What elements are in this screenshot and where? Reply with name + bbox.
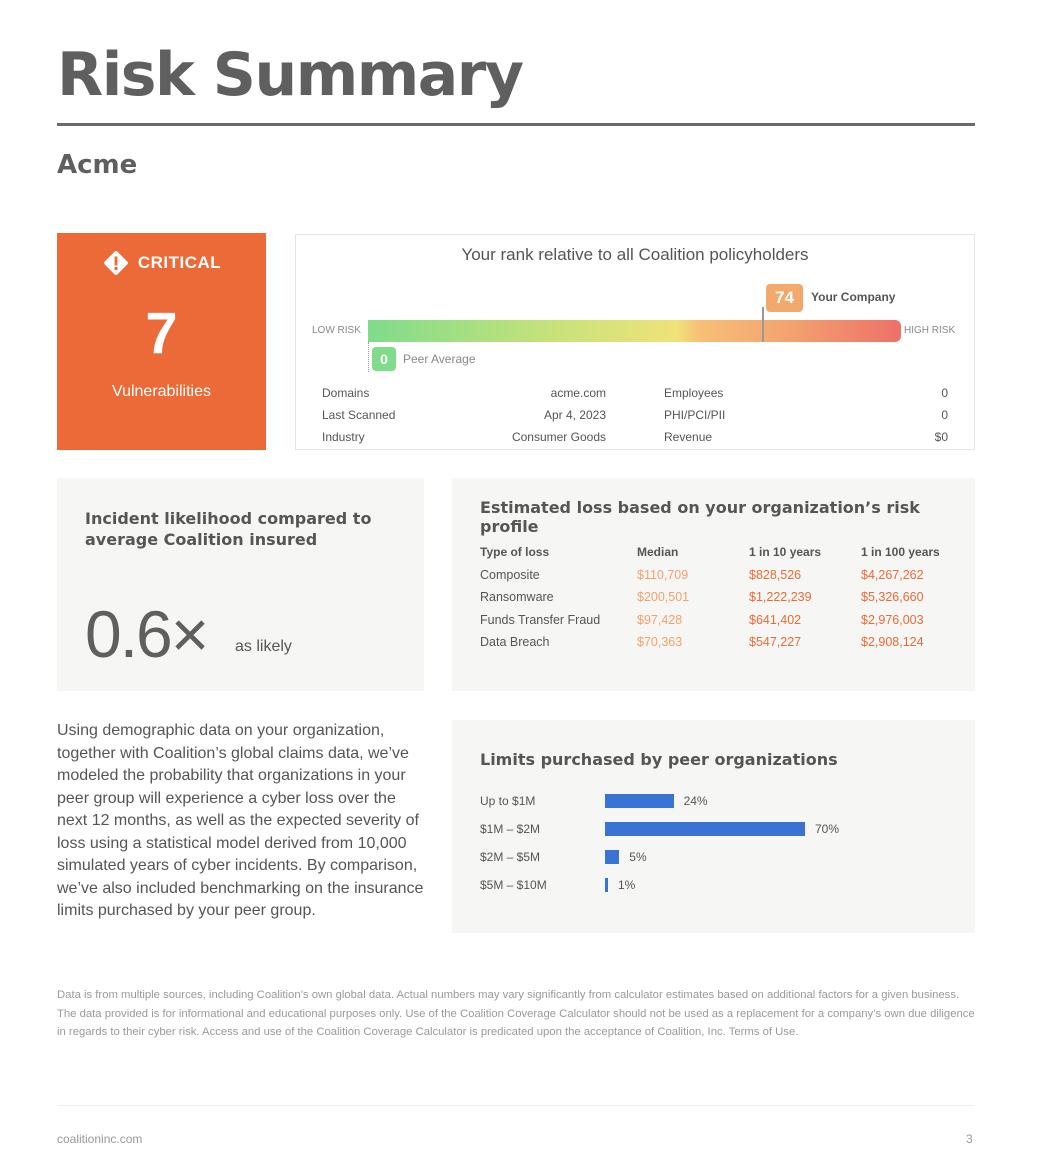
bar-value-label: 5% [629,850,647,864]
info-label: Revenue [664,430,713,444]
table-row [480,564,973,587]
footer-url: coalitioninc.com [57,1132,143,1146]
bar-value-label: 70% [815,822,840,836]
bar-category-label: $2M – $5M [480,850,541,864]
incident-suffix: as likely [235,638,292,655]
company-name: Acme [57,150,138,180]
info-value: $0 [934,430,948,444]
severity-label: CRITICAL [137,253,222,272]
loss-title: Estimated loss based on your organization’s risk profile [480,498,920,536]
critical-summary-card [57,233,266,450]
table-row [480,631,973,654]
bar-value-label: 1% [618,878,636,892]
limits-chart-panel [452,720,975,933]
incident-multiplier: 0.6× [85,597,208,671]
median-value: $200,501 [637,590,690,605]
bar-category-label: $1M – $2M [480,822,541,836]
incident-likelihood-panel [57,478,424,691]
info-label: Last Scanned [322,408,396,422]
info-label: PHI/PCI/PII [664,408,726,422]
your-company-label: Your Company [811,290,896,304]
footer-divider [57,1105,975,1106]
ten-year-value: $1,222,239 [749,590,812,605]
bar-row [480,850,960,864]
loss-table [480,541,973,654]
your-company-score: 74 [766,284,803,312]
bar-row [480,878,960,892]
column-header: Median [637,545,679,560]
hundred-year-value: $2,908,124 [861,635,924,650]
info-value: acme.com [550,386,606,400]
low-risk-label: LOW RISK [312,325,361,336]
info-value: 0 [941,386,948,400]
page-title: Risk Summary [57,40,523,110]
median-value: $70,363 [637,635,683,650]
estimated-loss-panel [452,478,975,691]
info-label: Industry [322,430,365,444]
bar-row [480,822,960,836]
info-value: Apr 4, 2023 [543,408,606,422]
rank-title: Your rank relative to all Coalition policyholders [461,245,809,264]
title-divider [57,123,975,126]
peer-average-score: 0 [372,347,396,371]
ten-year-value: $641,402 [749,612,802,627]
median-value: $97,428 [637,612,683,627]
loss-type: Ransomware [480,590,554,605]
bar-value-label: 24% [683,794,708,808]
loss-type: Composite [480,567,540,582]
bar [605,822,805,836]
methodology-description: Using demographic data on your organization, together with Coalition’s global claims data, we’ve modeled the probability that organizations in your peer group will experience a cyber loss over the next 12 months, as well as the expected severity of loss using a statistical model derived from 10,000 simulated years of cyber incidents. By comparison, we’ve also included benchmarking on the insurance limits purchased by your peer group. [57,722,424,919]
ten-year-value: $828,526 [749,567,802,582]
bar [605,794,674,808]
hundred-year-value: $5,326,660 [861,590,924,605]
bar [605,850,619,864]
incident-title: Incident likelihood compared to average Coalition insured [85,509,372,549]
peer-average-marker [368,342,369,372]
rank-panel [295,234,975,450]
info-value: Consumer Goods [511,430,606,444]
your-company-marker [762,307,764,342]
chart-title: Limits purchased by peer organizations [480,750,838,769]
table-row [480,609,973,632]
disclaimer: Data is from multiple sources, including Coalition’s own global data. Actual numbers may vary significantly from calculator estimates based on additional factors for a given business. The data provided is for informational and educational purposes only. Use of the Coalition Coverage Calculator should not be used as a replacement for a company’s own due diligence in regards to their cyber risk. Access and use of the Coalition Coverage Calculator is predicated upon the acceptance of Coalition, Inc. Terms of Use. [57,989,975,1038]
page-number: 3 [966,1132,973,1146]
bar-row [480,794,960,808]
info-value: 0 [941,408,948,422]
warning-diamond-icon [102,249,130,277]
loss-type: Data Breach [480,635,550,650]
info-label: Employees [664,386,724,400]
column-header: 1 in 10 years [749,545,822,560]
vulnerability-label: Vulnerabilities [111,383,211,400]
ten-year-value: $547,227 [749,635,802,650]
hundred-year-value: $2,976,003 [861,612,924,627]
table-row [480,586,973,609]
loss-table-header [480,541,973,564]
risk-gradient-bar [368,320,901,342]
bar-category-label: Up to $1M [480,794,536,808]
column-header: Type of loss [480,545,550,560]
high-risk-label: HIGH RISK [904,325,956,336]
critical-header [57,249,266,277]
median-value: $110,709 [637,567,689,582]
info-label: Domains [322,386,370,400]
bar [605,878,608,892]
bar-category-label: $5M – $10M [480,878,547,892]
column-header: 1 in 100 years [861,545,940,560]
vulnerability-count: 7 [145,301,178,366]
peer-average-label: Peer Average [403,352,476,366]
loss-type: Funds Transfer Fraud [480,612,601,627]
hundred-year-value: $4,267,262 [861,567,924,582]
